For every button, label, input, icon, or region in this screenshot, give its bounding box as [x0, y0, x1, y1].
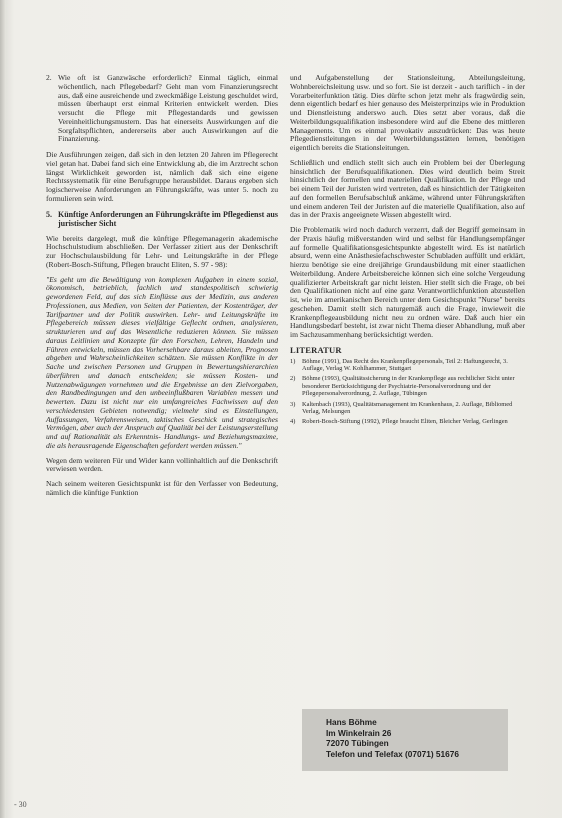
literature-item — [290, 401, 525, 416]
literature-number: 4) — [290, 418, 296, 426]
paragraph: Die Ausführungen zeigen, daß sich in den letzten 20 Jahren im Pflegerecht viel getan hat. Dabei fand sich eine Entwicklung ab, die im Arztrecht schon längst Wirklichkeit geworden ist, nämlich daß sich eine eigene Rechtssystematik für eine Berufsgruppe herausbildet. Daraus ergeben sich logischerweise Anforderungen an Führungskräfte, was unter 5. noch zu formulieren sein wird. — [46, 150, 278, 203]
literature-text: Kaltenbach (1993), Qualitätsmanagement im Krankenhaus, 2. Auflage, Bibliomed Verlag, Melsungen — [302, 400, 513, 415]
literature-text: Robert-Bosch-Stiftung (1992), Pflege braucht Eliten, Bleicher Verlag, Gerlingen — [302, 418, 508, 426]
literature-item — [290, 418, 525, 425]
author-city: 72070 Tübingen — [326, 738, 389, 748]
paragraph: Die Problematik wird noch dadurch verzerrt, daß der Begriff gemeinsam in der Praxis häufig mißverstanden wird und selbst für Handlungsempfänger auf formelle Qualifikationsgesichtspunkte abgestellt wird. Es ist natürlich absurd, wenn eine Anästhesiefachschwester Schubladen auffüllt und erklärt, hierzu benötige sie eine dreijährige Grundausbildung mit einer staatlichen Weiterbildung. Andere Arbeitsbereiche können sich eine solche Vergeudung qualifizierter Arbeitskraft gar nicht leisten. Hier stellt sich die Frage, ob bei den Qualifikationen nicht auf eine ganz Verantwortlichfunktion abzustellen ist, wie im amerikanischen Bereich unter dem Gesichtspunkt "Nurse" bereits geschehen. Damit stellt sich naturgemäß auch die Frage, inwieweit die Krankenpflegeausbildung nicht neu zu ordnen wäre. Daß auch hier ein Handlungsbedarf besteht, ist zwar nicht Thema dieser Abhandlung, muß aber im Sachzusammenhang berücksichtigt werden. — [290, 225, 525, 339]
literature-text: Böhme (1993), Qualitätssicherung in der Krankenpflege aus rechtlicher Sicht unter besonderer Berücksichtigung der Psychiatrie-Personalverordnung und der Pflegepersonalverordnung, 2. Auflage, Tübingen — [302, 375, 515, 398]
literature-text: Böhme (1991), Das Recht des Krankenpflegepersonals, Teil 2: Haftungsrecht, 3. Auflage, Verlag W. Kohlhammer, Stuttgart — [302, 357, 508, 372]
paragraph: Schließlich und endlich stellt sich auch ein Problem bei der Überlegung hinsichtlich der Berufsqualifikationen. Dies wird deutlich beim Streit hinsichtlich der formellen und materiellen Qualifikation. In der Pflege und bei einem Teil der Juristen wird vertreten, daß es hinsichtlich der Tätigkeiten auf den formellen Berufsabschluß ankäme, während unter Führungskräften und einem anderen Teil der Juristen auf die materielle Qualifikation, also auf das in der Praxis angeeignete Wissen abgestellt wird. — [290, 157, 525, 220]
scan-margin-shadow — [0, 0, 6, 818]
item-text: Wie oft ist Ganzwäsche erforderlich? Einmal täglich, einmal wöchentlich, nach Pflegebedarf? Geht man vom Finanzierungsrecht aus, daß eine ausreichende und zweckmäßige Leistung geschuldet wird, müssen überhaupt erst einmal Kriterien entwickelt werden. Dies versucht die Pflege mit Pflegestandards und gewissen Vereinheitlichungsmustern. Das hat einerseits Auswirkungen auf die Sorgfaltspflichten, andererseits aber auch Auswirkungen auf die Finanzierung. — [58, 73, 278, 144]
paragraph: Wie bereits dargelegt, muß die künftige Pflegemanagerin akademische Hochschulstudium abschließen. Der Verfasser zitiert aus der Denkschrift zur Hochschulausbildung für Lehr- und Leitungskräfte in der Pflege (Robert-Bosch-Stiftung, Pflegen braucht Eliten, S. 97 - 98): — [46, 233, 278, 269]
section-title: Künftige Anforderungen an Führungskräfte im Pflegedienst aus juristischer Sicht — [58, 209, 278, 228]
literature-number: 3) — [290, 400, 296, 408]
literature-number: 1) — [290, 357, 296, 365]
block-quote: "Es geht um die Bewältigung von komplexen Aufgaben in einem sozial, ökonomisch, betrieblich, fachlich und standespolitisch schwierig gewordenen Feld, auf das sich Einflüsse aus der Medizin, aus anderen Professionen, aus Medien, von Seiten der Patienten, der Kostenträger, der Tarifpartner und der Politik auswirken. Lehr- und Leitungskräfte im Pflegebereich müssen dieses vielfältige Geflecht ordnen, analysieren, strukturieren und auf das Wesentliche reduzieren können. Sie müssen daraus Leitlinien und Konzepte für den Forschen, Lehren, Handeln und Führen entwickeln, müssen das Vorhersehbare daraus ableiten, Prognosen abgeben und Wahrscheinlichkeiten schätzen. Sie müssen Konflikte in der Sache und zwischen Personen und Gruppen in Bewertungshierarchien überführen und danach entscheiden; sie müssen Kosten- und Nutzenabwägungen vornehmen und die Ergebnisse an den Zielvorgaben, den Randbedingungen und den unbeeinflußbaren Variablen messen und bewerten. Dazu ist nicht nur ein umfangreiches Fachwissen auf den verschiedensten Gebieten notwendig; vielmehr sind es Einstellungen, Auffassungen, Verfahrensweisen, taktisches Geschick und strategisches Vermögen, aber auch der Anspruch auf Qualität bei der Leistungserstellung und auf Rationalität als Erkenntnis- Handlungs- und Beziehungsmaxime, die als herausragende Eigenschaften gefordert werden müssen." — [46, 274, 278, 450]
literature-number: 2) — [290, 375, 296, 383]
numbered-item-2 — [46, 74, 278, 144]
author-street: Im Winkelrain 26 — [326, 727, 392, 738]
paragraph: Wegen dem weiteren Für und Wider kann vollinhaltlich auf die Denkschrift verwiesen werden. — [46, 455, 278, 474]
section-number: 5. — [46, 209, 52, 219]
literature-heading: LITERATUR — [290, 344, 342, 355]
right-column — [290, 74, 525, 429]
literature-item — [290, 375, 525, 397]
paragraph: Nach seinem weiteren Gesichtspunkt ist für den Verfasser von Bedeutung, nämlich die künftige Funktion — [46, 479, 278, 497]
author-name: Hans Böhme — [326, 717, 377, 727]
section-heading-5 — [46, 210, 278, 229]
author-address-box — [302, 709, 508, 771]
left-column — [46, 74, 278, 504]
item-number: 2. — [46, 73, 52, 82]
page-number: - 30 — [14, 800, 27, 809]
author-phone: Telefon und Telefax (07071) 51676 — [326, 748, 459, 759]
paragraph: und Aufgabenstellung der Stationsleitung, Abteilungsleitung, Wohnbereichsleitung usw. und so fort. Sie ist derzeit - auch tariflich - in der Vorarbeiterfunktion tätig. Dies dürfte schon jetzt mehr als fragwürdig sein, denn eigentlich bedarf es hier genauso des Meisterprinzips wie in Produktion und Dienstleistung anderswo auch. Dies setzt aber voraus, daß die Weiterbildungsqualifikation insbesondere wird auf die Ebene des mittleren Managements. Um es einmal provokativ auszudrücken: Das was heute Pflegedienstleitungen in der Weiterbildungsstätten lernen, benötigen eigentlich bereits die Stationsleitungen. — [290, 73, 525, 152]
literature-item — [290, 358, 525, 373]
